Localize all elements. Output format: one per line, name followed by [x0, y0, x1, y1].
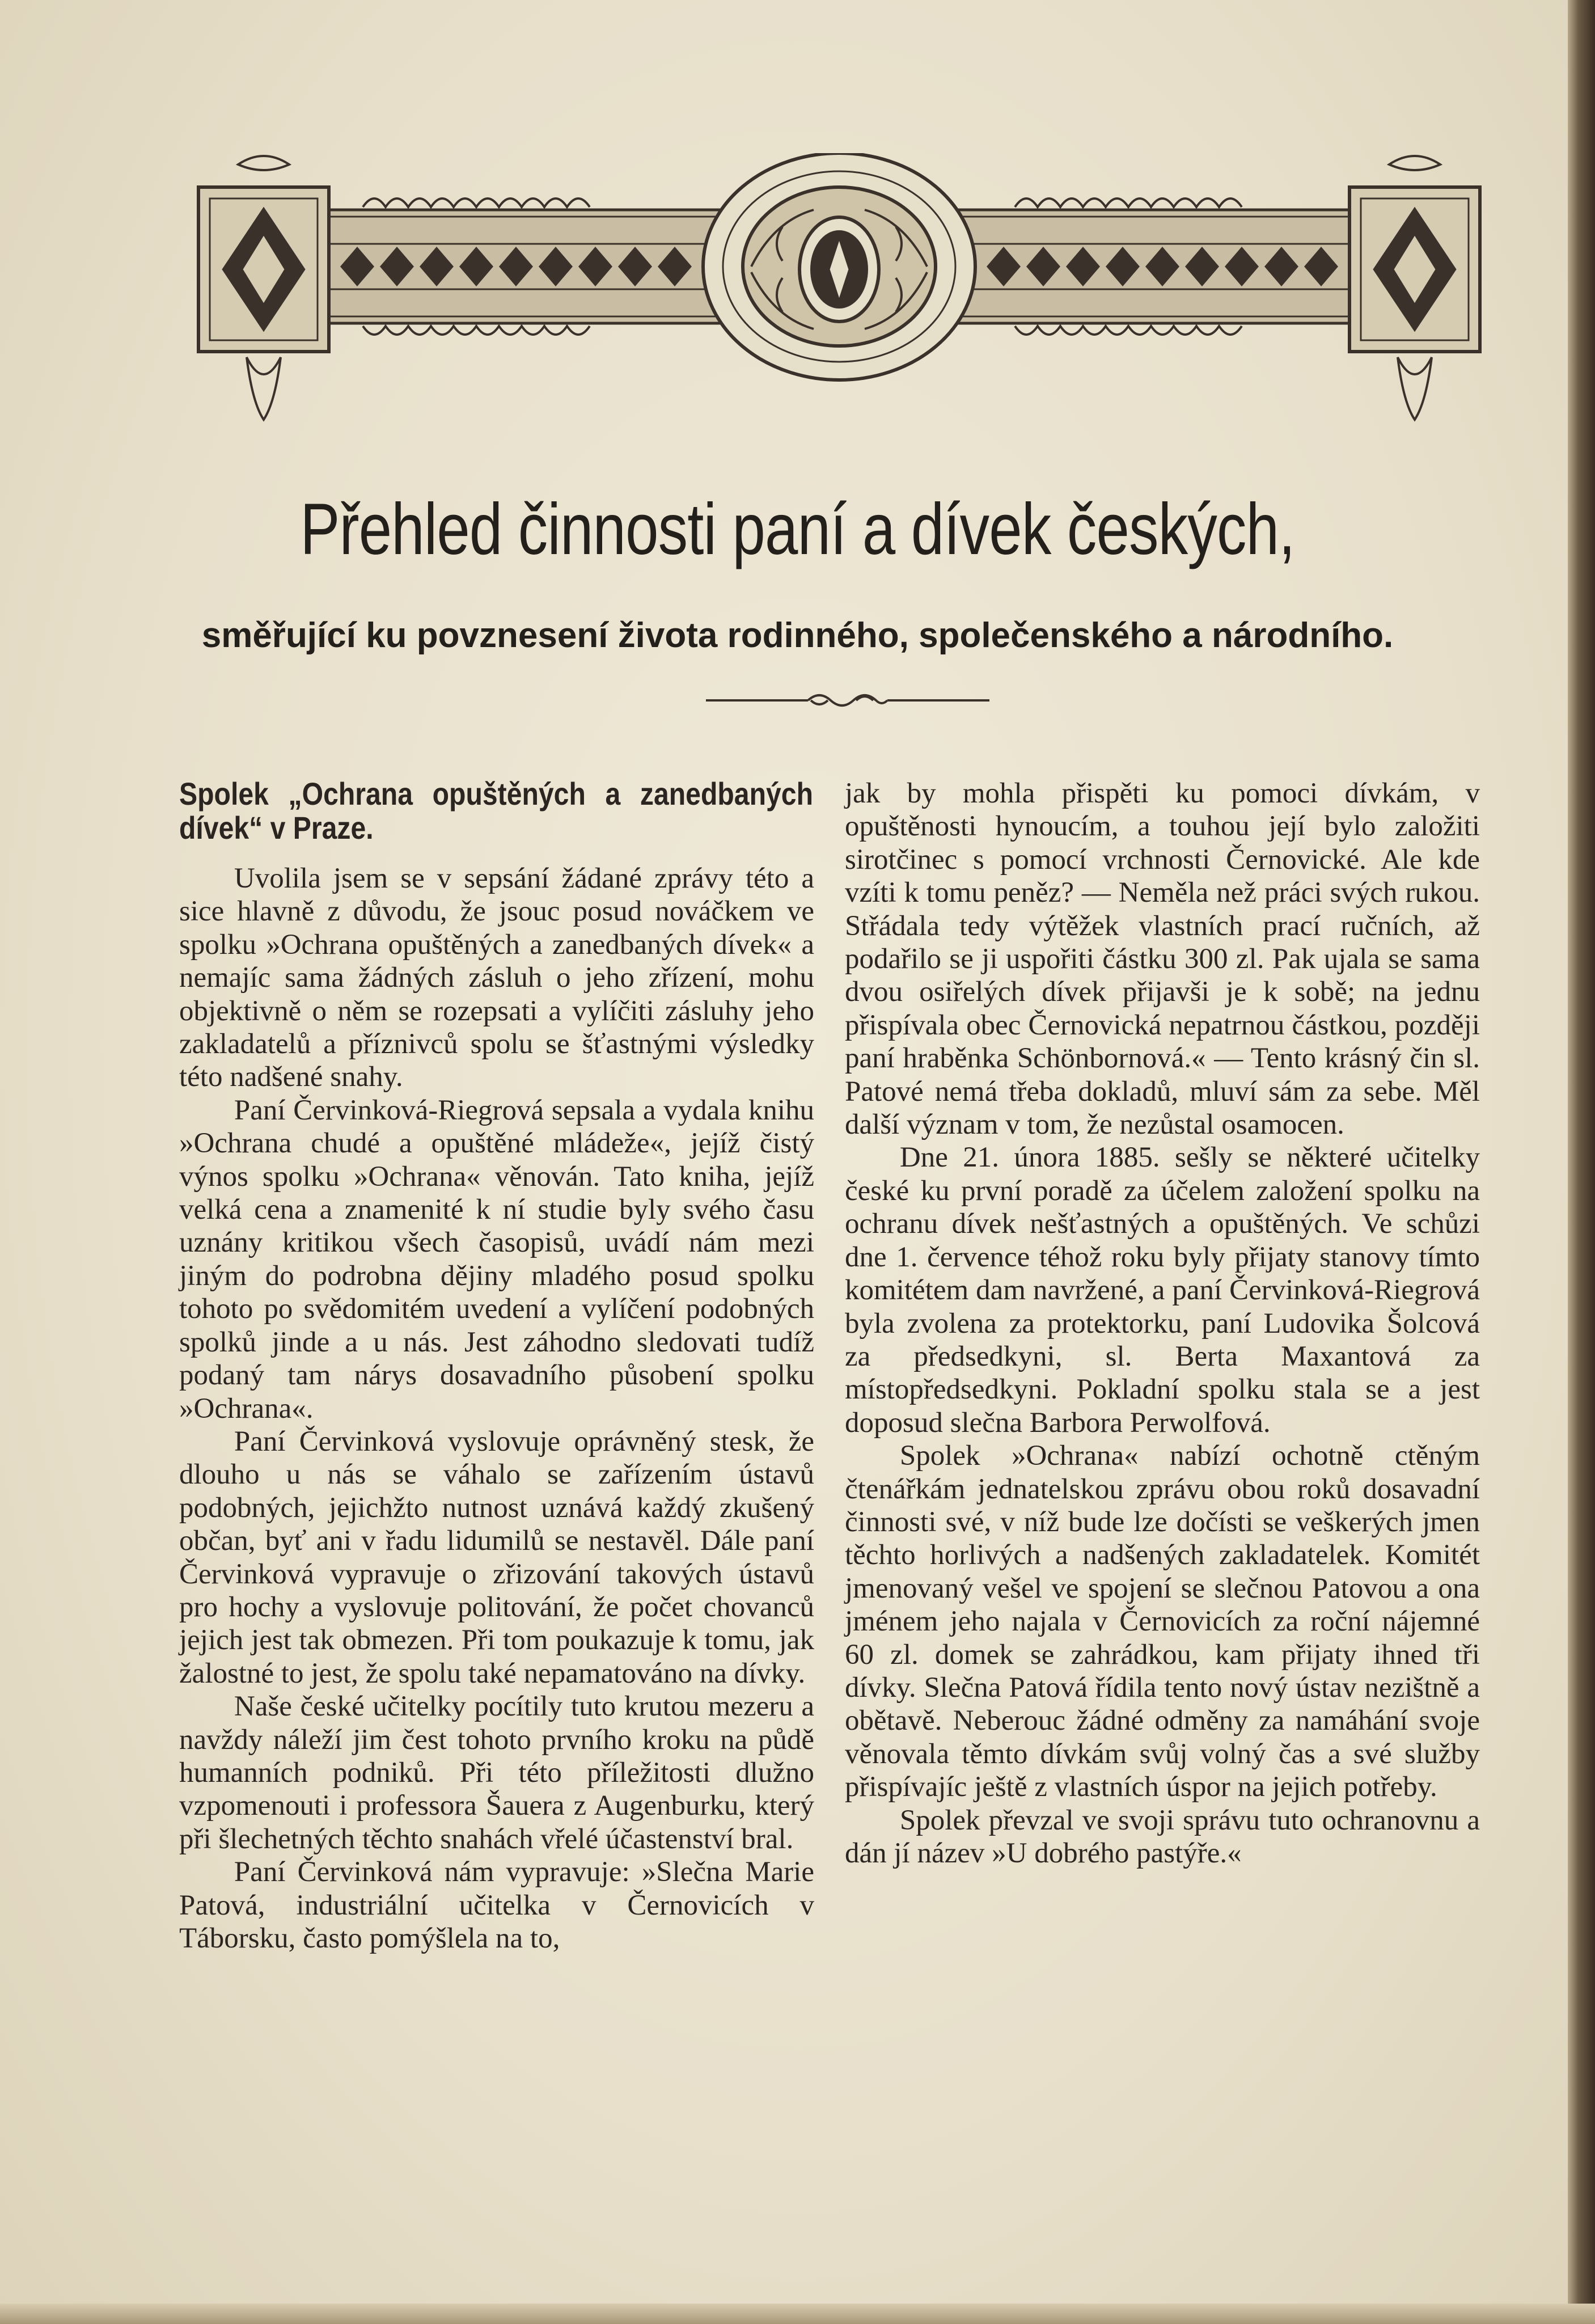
decorative-header-ornament-icon	[193, 153, 1486, 431]
paragraph: Paní Červinková nám vypravuje: »Slečna Marie Patová, industriální učitelka v Černovicích v Táborsku, často pomýšlela na to,	[179, 1856, 814, 1954]
section-heading: Spolek „Ochrana opuštěných a zanedbaných dívek“ v Praze.	[179, 776, 813, 846]
page-title: Přehled činnosti paní a dívek českých,	[300, 489, 1295, 570]
paragraph: Spolek převzal ve svoji správu tuto ochranovnu a dán jí název »U dobrého pastýře.«	[845, 1804, 1480, 1869]
left-column	[179, 777, 814, 1955]
right-column	[845, 777, 1480, 1870]
paragraph: Uvolila jsem se v sepsání žádané zprávy této a sice hlavně z důvodu, že jsouc posud nováčkem ve spolku »Ochrana opuštěných a zanedbaných dívek« a nemajíc sama žádných zásluh o jeho zřízení, mohu objektivně o něm se rozepsati a vylíčiti zásluhy jeho zakladatelů a příznivců spolu se šťastnými výsledky této nadšené snahy.	[179, 863, 814, 1093]
paragraph: Paní Červinková-Riegrová sepsala a vydala knihu »Ochrana chudé a opuštěné mládeže«, jejíž čistý výnos spolku »Ochrana« věnován. Tato kniha, jejíž velká cena a znamenité k ní studie byly svého času uznány kritikou všech časopisů, uvádí nám mezi jiným do podrobna dějiny mladého posud spolku tohoto po svědomitém uvedení a vylíčení podobných spolků jinde a u nás. Jest záhodno sledovati tudíž podaný tam nárys dosavadního působení spolku »Ochrana«.	[179, 1094, 814, 1425]
paragraph: Naše české učitelky pocítily tuto krutou mezeru a navždy náleží jim čest tohoto prvního kroku na půdě humanních podniků. Při této příležitosti dlužno vzpomenouti i professora Šauera z Augenburku, který při šlechetných těchto snahách vřelé účastenství bral.	[179, 1691, 814, 1855]
paragraph: Spolek »Ochrana« nabízí ochotně ctěným čtenářkám jednatelskou zprávu obou roků dosavadní činnosti své, v níž bude lze dočísti se veškerých jmen těchto horlivých a nadšených zakladatelek. Komitét jmenovaný vešel ve spojení se slečnou Patovou a ona jménem jeho najala v Černovicích za roční nájemné 60 zl. domek se zahrádkou, kam přijaty ihned tři dívky. Slečna Patová řídila tento nový ústav nezištně a obětavě. Neberouc žádné odměny za namáhání svoje věnovala těmto dívkám svůj volný čas a své služby přispívajíc ještě z vlastních úspor na jejich potřeby.	[845, 1440, 1480, 1803]
page-subtitle: směřující ku povznesení života rodinného, společenského a národního.	[201, 616, 1394, 655]
paragraph: Paní Červinková vyslovuje oprávněný stesk, že dlouho u nás se váhalo se zařízením ústavů podobných, jejichžto nutnost uznává každý zkušený občan, byť ani v řadu lidumilů se nestavěl. Dále paní Červinková vypravuje o zřizování takových ústavů pro hochy a vyslovuje politování, že počet chovanců jejich jest tak obmezen. Při tom poukazuje k tomu, jak žalostné to jest, že spolu také nepamatováno na dívky.	[179, 1425, 814, 1689]
paragraph: Dne 21. února 1885. sešly se některé učitelky české ku první poradě za účelem založení spolku na ochranu dívek nešťastných a opuštěných. Ve schůzi dne 1. července téhož roku byly přijaty stanovy tímto komitétem dam navržené, a paní Červinková-Riegrová byla zvolena za protektorku, paní Ludovika Šolcová za předsedkyni, sl. Berta Maxantová za místopředsedkyni. Pokladní spolku stala se a jest doposud slečna Barbora Perwolfová.	[845, 1142, 1480, 1439]
paragraph: jak by mohla přispěti ku pomoci dívkám, v opuštěnosti hynoucím, a touhou její bylo založiti sirotčinec s pomocí vrchnosti Černovické. Ale kde vzíti k tomu peněz? — Neměla než práci svých rukou. Střádala tedy výtěžek vlastních prací ručních, až podařilo se ji uspořiti částku 300 zl. Pak ujala se sama dvou osiřelých dívek přijavši je k sobě; na jednu přispívala obec Černovická nepatrnou částkou, později paní hraběnka Schönbornová.« — Tento krásný čin sl. Patové nemá třeba dokladů, mluví sám za sebe. Měl další význam v tom, že nezůstal osamocen.	[845, 778, 1480, 1141]
book-spine-edge	[1568, 0, 1595, 2324]
page-bottom-edge	[0, 2304, 1595, 2324]
ornamental-divider-icon	[706, 686, 989, 715]
